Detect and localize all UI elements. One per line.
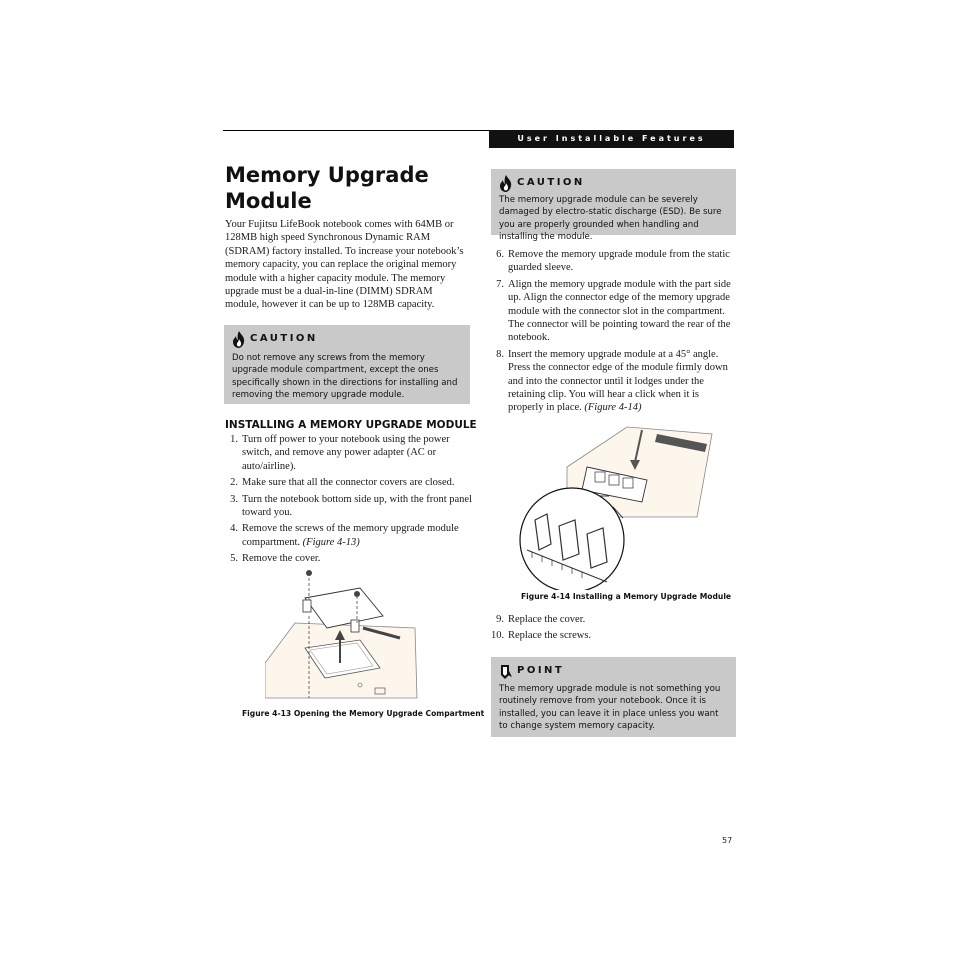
point-text: The memory upgrade module is not something you routinely remove from your notebook. Once it is installed, you can leave it in place unless you want to change system memory capacity. [499,684,721,732]
intro-paragraph: Your Fujitsu LifeBook notebook comes with 64MB or 128MB high speed Synchronous Dynamic RAM (SDRAM) factory installed. To increase your notebook’s memory capacity, you can replace the original memory module with a higher capacity module. The memory upgrade must be a dual-in-line (DIMM) SDRAM module, however it can be up to 128MB capacity. [225,219,464,311]
list-item: 8. Insert the memory upgrade module at a 45° angle. Press the connector edge of the module firmly down and into the connector until it lodges under the retaining clip. You will hear a click when it is properly in place. (Figure 4-14) [496,348,728,414]
flame-icon [499,175,513,192]
pencil-icon [499,663,513,679]
list-item: 5. Remove the cover. [230,553,321,565]
section-header: User Installable Features [489,130,734,148]
caution-label: CAUTION [517,177,585,189]
list-item: 3. Turn the notebook bottom side up, with the front panel toward you. [230,493,473,519]
figure-4-14-illustration [517,422,717,590]
point-box [491,657,736,737]
caution-heading [232,331,462,348]
figure-4-14-caption: Figure 4-14 Installing a Memory Upgrade Module [521,592,732,601]
list-item: 1. Turn off power to your notebook using the power switch, and remove any power adapter (AC or auto/airline). [230,434,450,472]
figure-4-13-caption: Figure 4-13 Opening the Memory Upgrade Compartment [242,709,485,718]
flame-icon [232,331,246,348]
steps-list-right [491,248,736,418]
caution-box-2 [491,169,736,243]
caution-text: Do not remove any screws from the memory upgrade module compartment, except the ones specifically shown in the directions for installing and removing the memory upgrade module. [232,353,458,401]
figure-4-13-illustration [265,568,420,703]
page-title: Memory Upgrade Module [225,163,429,213]
point-label: POINT [517,664,565,676]
section-heading: INSTALLING A MEMORY UPGRADE MODULE [225,419,477,431]
caution-heading [499,175,728,192]
steps-list-right-2 [491,613,736,646]
point-heading [499,663,728,679]
list-item: 7. Align the memory upgrade module with the part side up. Align the connector edge of the memory upgrade module with the connector slot in the compartment. The connector will be pointing toward the rear of the notebook. [496,278,731,344]
list-item: 9. Replace the cover. [496,614,586,625]
steps-list-left [225,433,473,569]
caution-label: CAUTION [250,333,318,345]
list-item: 2. Make sure that all the connector covers are closed. [230,477,455,489]
caution-box-1 [224,325,470,404]
list-item: 10. Replace the screws. [491,630,592,642]
page-number: 57 [722,836,733,845]
list-item: 6. Remove the memory upgrade module from the static guarded sleeve. [496,249,730,274]
list-item: 4. Remove the screws of the memory upgrade module compartment. (Figure 4-13) [230,523,459,548]
header-rule [223,130,489,131]
caution-text: The memory upgrade module can be severely damaged by electro-static discharge (ESD). Be sure you are properly grounded when handling and installing the module. [499,195,722,243]
